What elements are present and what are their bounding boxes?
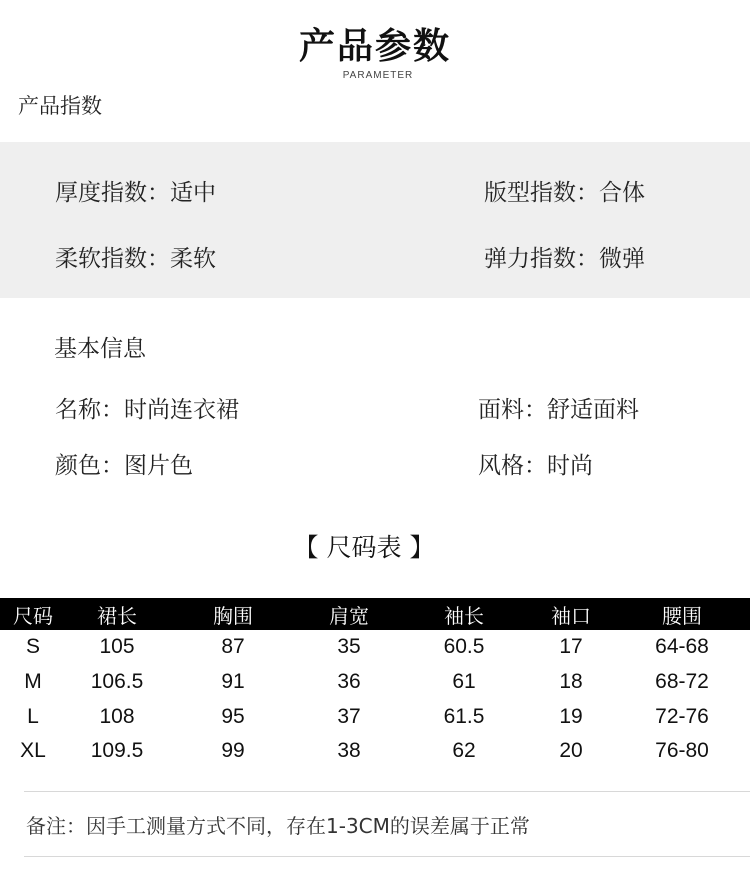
fit-index-label: 版型指数： — [484, 180, 599, 206]
table-cell: 19 — [559, 704, 583, 728]
table-cell: L — [27, 704, 39, 728]
table-cell: 105 — [99, 635, 135, 659]
column-header: 肩宽 — [298, 598, 400, 630]
table-cell: 109.5 — [90, 739, 144, 763]
table-header-row — [0, 598, 750, 630]
info-fabric-label: 面料： — [478, 397, 547, 423]
softness-index-label: 柔软指数： — [55, 246, 170, 272]
thickness-index-label: 厚度指数： — [55, 180, 170, 206]
table-row — [0, 630, 750, 665]
elasticity-index — [484, 240, 645, 273]
size-table — [0, 598, 750, 769]
table-cell: M — [24, 670, 42, 694]
table-cell: 61.5 — [443, 704, 485, 728]
table-cell: 99 — [221, 739, 245, 763]
table-cell: XL — [20, 739, 46, 763]
table-cell: 76-80 — [655, 739, 709, 763]
table-cell: 108 — [99, 704, 135, 728]
column-header: 胸围 — [168, 598, 298, 630]
info-fabric — [478, 391, 639, 424]
divider — [24, 856, 750, 857]
page-subtitle: PARAMETER — [342, 70, 414, 81]
info-color-label: 颜色： — [55, 453, 124, 479]
info-style — [478, 447, 593, 480]
table-cell: 36 — [337, 670, 361, 694]
section-label-product-index: 产品指数 — [18, 94, 102, 118]
info-style-label: 风格： — [478, 453, 547, 479]
table-cell: 38 — [337, 739, 361, 763]
info-name-label: 名称： — [55, 397, 124, 423]
fit-index-value: 合体 — [599, 180, 645, 206]
softness-index-value: 柔软 — [170, 246, 216, 272]
info-color — [55, 447, 193, 480]
table-cell: 91 — [221, 670, 245, 694]
product-index-panel — [0, 142, 750, 298]
table-row — [0, 734, 750, 769]
info-name — [55, 391, 239, 424]
thickness-index-value: 适中 — [170, 180, 216, 206]
table-cell: 60.5 — [443, 635, 485, 659]
page-title: 产品参数 — [298, 26, 451, 67]
table-cell: 20 — [559, 739, 583, 763]
table-cell: 18 — [559, 670, 583, 694]
table-cell: 72-76 — [655, 704, 709, 728]
table-cell: S — [25, 635, 40, 659]
table-cell: 68-72 — [655, 670, 709, 694]
column-header: 腰围 — [614, 598, 750, 630]
table-cell: 64-68 — [655, 635, 709, 659]
elasticity-index-label: 弹力指数： — [484, 246, 599, 272]
section-label-basic-info: 基本信息 — [54, 336, 146, 362]
table-cell: 17 — [559, 635, 583, 659]
column-header: 袖长 — [400, 598, 528, 630]
column-header: 袖口 — [528, 598, 614, 630]
divider — [24, 791, 750, 792]
table-cell: 61 — [452, 670, 476, 694]
column-header: 尺码 — [0, 598, 66, 630]
info-style-value: 时尚 — [547, 453, 593, 479]
table-cell: 35 — [337, 635, 361, 659]
table-cell: 87 — [221, 635, 245, 659]
elasticity-index-value: 微弹 — [599, 246, 645, 272]
column-header: 裙长 — [66, 598, 168, 630]
table-row — [0, 699, 750, 734]
size-chart-heading: 【 尺码表 】 — [293, 533, 435, 562]
table-cell: 37 — [337, 704, 361, 728]
table-cell: 106.5 — [90, 670, 144, 694]
table-row — [0, 665, 750, 700]
measurement-note: 备注：因手工测量方式不同，存在1-3CM的误差属于正常 — [26, 814, 530, 838]
table-cell: 62 — [452, 739, 476, 763]
info-color-value: 图片色 — [124, 453, 193, 479]
info-name-value: 时尚连衣裙 — [124, 397, 239, 423]
table-cell: 95 — [221, 704, 245, 728]
fit-index — [484, 174, 645, 207]
info-fabric-value: 舒适面料 — [547, 397, 639, 423]
thickness-index — [55, 174, 216, 207]
softness-index — [55, 240, 216, 273]
